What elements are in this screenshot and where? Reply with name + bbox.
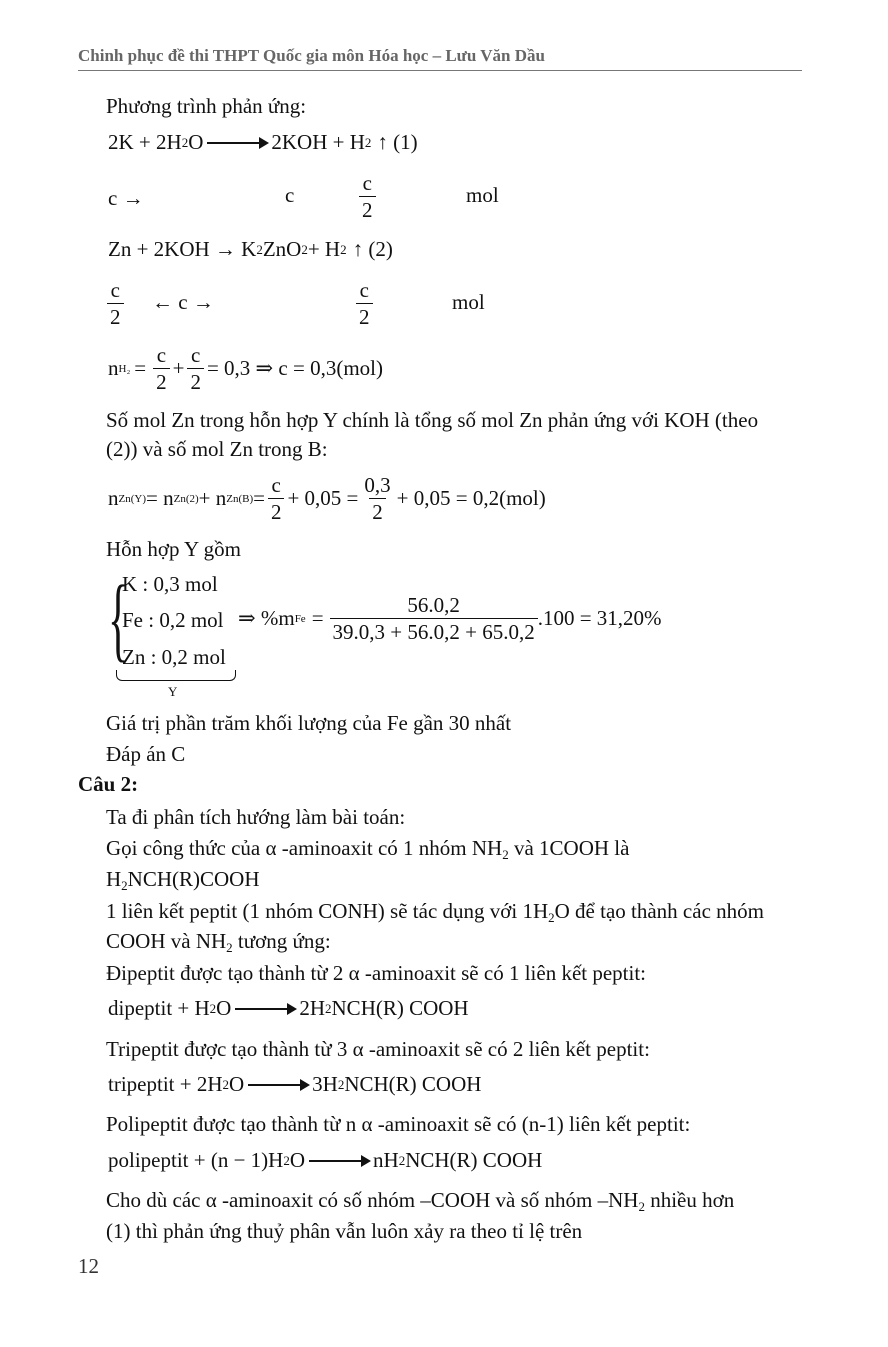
underbrace-icon xyxy=(116,670,236,681)
e3b: O xyxy=(289,1148,306,1172)
q2-line-9 xyxy=(106,1188,734,1215)
q2-line-2b: và 1COOH là xyxy=(508,836,630,860)
mixture-system xyxy=(108,568,258,686)
frac-den: 2 xyxy=(359,196,376,223)
frac-num: c xyxy=(362,171,372,195)
nh2-result: = 0,3 ⇒ c = 0,3(mol) xyxy=(206,356,383,380)
q2-line-4a: 1 liên kết peptit (1 nhóm CONH) sẽ tác dụng với 1H xyxy=(106,899,549,923)
nzn-f: + 0,05 = 0,2(mol) xyxy=(396,486,546,510)
e2b: O xyxy=(229,1072,245,1096)
frac-num: c xyxy=(191,343,201,367)
q2-line-3a: H xyxy=(106,867,122,891)
e2c: 3H xyxy=(312,1072,338,1096)
q2-line-9b: nhiều hơn xyxy=(644,1188,735,1212)
mol1-unit: mol xyxy=(466,183,499,207)
nzn-b: = n xyxy=(146,486,174,510)
mol2-fraction-a xyxy=(104,277,127,330)
nzn-b-sub: Zn(2) xyxy=(173,492,199,505)
nh2-label: n xyxy=(108,356,119,380)
equation-1 xyxy=(108,130,418,155)
nzn-c-sub: Zn(B) xyxy=(226,492,254,505)
q2-line-2a: Gọi công thức của α -aminoaxit có 1 nhóm NH xyxy=(106,836,503,860)
mixture-zn: Zn : 0,2 mol xyxy=(122,645,226,669)
nzn-a: n xyxy=(108,486,119,510)
nzn-equation xyxy=(108,472,546,525)
sub: 2 xyxy=(548,910,555,925)
sub: 2 xyxy=(638,1199,645,1214)
sub: 2 xyxy=(209,1000,217,1016)
running-header: Chinh phục đề thi THPT Quốc gia môn Hóa học – Lưu Văn Dầu xyxy=(78,46,802,71)
q2-line-5b: tương ứng: xyxy=(232,929,331,953)
e3c: nH xyxy=(373,1148,399,1172)
eq2-tag: ↑ (2) xyxy=(352,237,393,261)
nzn-c: + n xyxy=(198,486,227,510)
frac-den: 2 xyxy=(153,368,170,395)
reaction-arrow-icon xyxy=(248,1084,308,1086)
percent-result: .100 = 31,20% xyxy=(537,606,662,630)
paragraph-2: (2)) và số mol Zn trong B: xyxy=(106,437,328,461)
frac-num: 0,3 xyxy=(364,473,391,497)
q2-line-2 xyxy=(106,836,629,863)
eq2-sub2: 2 xyxy=(301,241,308,257)
reaction-arrow-icon xyxy=(207,142,267,144)
mol2-fraction-b xyxy=(353,277,376,330)
mol2-mid: ← c → xyxy=(152,290,214,314)
eq2-b: ZnO xyxy=(262,237,302,261)
eq1-o: O xyxy=(188,130,204,154)
eq2-c: + H xyxy=(307,237,341,261)
q2-line-1: Ta đi phân tích hướng làm bài toán: xyxy=(106,805,406,829)
mixture-k: K : 0,3 mol xyxy=(122,572,218,596)
e2d: NCH(R) COOH xyxy=(344,1072,482,1096)
sub: 2 xyxy=(226,940,233,955)
q2-line-9a: Cho dù các α -aminoaxit có số nhóm –COOH và số nhóm –NH xyxy=(106,1188,639,1212)
mol1-a: c → xyxy=(108,185,144,210)
mol2-unit: mol xyxy=(452,290,485,314)
reaction-arrow-icon xyxy=(309,1160,369,1162)
q2-line-8: Polipeptit được tạo thành từ n α -aminoaxit sẽ có (n-1) liên kết peptit: xyxy=(106,1112,691,1136)
nh2-eq: = xyxy=(134,356,147,380)
sub: 2 xyxy=(325,1000,332,1016)
left-brace-icon: { xyxy=(108,567,129,671)
e2a: tripeptit + 2H xyxy=(108,1072,223,1096)
sub: 2 xyxy=(121,878,128,893)
mol1-fraction xyxy=(356,170,379,223)
q2-line-5 xyxy=(106,929,331,956)
frac-den: 2 xyxy=(187,368,204,395)
sub: 2 xyxy=(337,1076,345,1092)
e3a: polipeptit + (n − 1)H xyxy=(108,1148,284,1172)
equation-polipeptit xyxy=(108,1148,542,1173)
frac-num: c xyxy=(271,473,281,497)
eq2-sub3: 2 xyxy=(340,241,347,257)
nh2-sub: H₂ xyxy=(118,362,131,375)
percent-fe-sub: Fe xyxy=(294,612,306,625)
sub: 2 xyxy=(502,847,509,862)
frac-den: 2 xyxy=(356,303,373,330)
e1a: dipeptit + H xyxy=(108,996,210,1020)
mol-row-1 xyxy=(108,170,144,226)
e1d: NCH(R) COOH xyxy=(331,996,469,1020)
eq2-a: Zn + 2KOH → K xyxy=(108,237,257,261)
sub: 2 xyxy=(398,1152,406,1168)
nh2-equation: n H₂ = $\frac{c}{2}$ + $\frac{c}{2}$ = 0,3 ⇒ c = 0,3(mol) xyxy=(108,343,383,394)
sub: 2 xyxy=(222,1076,229,1092)
equation-tripeptit xyxy=(108,1072,481,1097)
frac-den: 39.0,3 + 56.0,2 + 65.0,2 xyxy=(330,618,538,645)
mol1-b: c xyxy=(285,183,295,207)
q2-line-7: Tripeptit được tạo thành từ 3 α -aminoaxit sẽ có 2 liên kết peptit: xyxy=(106,1037,650,1061)
answer: Đáp án C xyxy=(106,742,186,766)
q2-line-4 xyxy=(106,899,764,926)
nzn-a-sub: Zn(Y) xyxy=(118,492,146,505)
mixture-title: Hỗn hợp Y gồm xyxy=(106,537,241,561)
equation-2 xyxy=(108,237,393,262)
percent-fe-equation: ⇒ %m Fe = $\frac{56.0,2}{39.0,3 + 56.0,2 + 65.0,2}$ .100 = 31,20% xyxy=(238,593,662,644)
q2-line-10: (1) thì phản ứng thuỷ phân vẫn luôn xảy ra theo tỉ lệ trên xyxy=(106,1219,583,1243)
frac-num: c xyxy=(359,278,369,302)
page-number: 12 xyxy=(78,1254,99,1278)
q2-line-3b: NCH(R)COOH xyxy=(127,867,260,891)
eq1-right: 2KOH + H xyxy=(271,130,365,154)
nzn-d: = xyxy=(253,486,265,510)
eq1-tag: ↑ (1) xyxy=(377,130,418,154)
eq1-sub: 2 xyxy=(181,134,189,150)
q2-line-6: Đipeptit được tạo thành từ 2 α -aminoaxit sẽ có 1 liên kết peptit: xyxy=(106,961,647,985)
question-2-title: Câu 2: xyxy=(78,772,139,796)
q2-line-4b: O để tạo thành các nhóm xyxy=(554,899,764,923)
frac-den: 2 xyxy=(369,498,386,525)
eq1-sub2: 2 xyxy=(364,134,372,150)
q2-line-3 xyxy=(106,867,260,894)
frac-den: 2 xyxy=(268,498,285,525)
equation-dipeptit xyxy=(108,996,469,1021)
frac-num: c xyxy=(156,343,167,367)
eq2-sub: 2 xyxy=(256,241,263,257)
section-title: Phương trình phản ứng: xyxy=(106,94,307,118)
q2-line-5a: COOH và NH xyxy=(106,929,227,953)
frac-num: 56.0,2 xyxy=(407,593,460,617)
frac-den: 2 xyxy=(107,303,124,330)
mixture-fe: Fe : 0,2 mol xyxy=(122,608,224,632)
frac-num: c xyxy=(110,278,120,302)
percent-imp: ⇒ %m xyxy=(238,606,295,630)
conclusion: Giá trị phần trăm khối lượng của Fe gần 30 nhất xyxy=(106,711,512,735)
e3d: NCH(R) COOH xyxy=(405,1148,543,1172)
nzn-e: + 0,05 = xyxy=(287,486,359,510)
underbrace-label: Y xyxy=(168,684,178,699)
eq1-left: 2K + 2H xyxy=(108,130,182,154)
paragraph-1: Số mol Zn trong hỗn hợp Y chính là tổng số mol Zn phản ứng với KOH (theo xyxy=(106,408,759,432)
e1b: O xyxy=(216,996,232,1020)
e1c: 2H xyxy=(299,996,326,1020)
reaction-arrow-icon xyxy=(235,1008,295,1010)
sub: 2 xyxy=(283,1152,290,1168)
